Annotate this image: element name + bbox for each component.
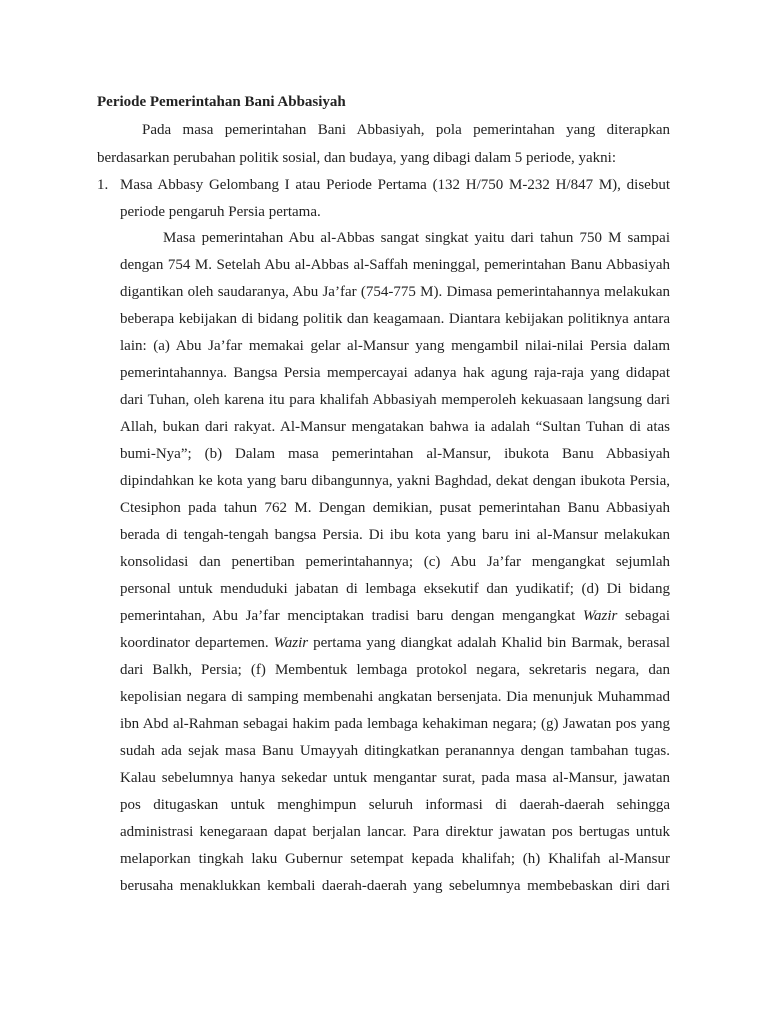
body-line-9: bumi-Nya”; (b) Dalam masa pemerintahan al-Mansur, ibukota Banu Abbasiyah: [120, 446, 670, 462]
intro-line-1: Pada masa pemerintahan Bani Abbasiyah, pola pemerintahan yang diterapkan: [142, 122, 670, 138]
body-line-8: Allah, bukan dari rakyat. Al-Mansur mengatakan bahwa ia adalah “Sultan Tuhan di atas: [120, 419, 670, 435]
body-line-11: Ctesiphon pada tahun 762 M. Dengan demikian, pusat pemerintahan Banu Abbasiyah: [120, 500, 670, 516]
body-line-5: lain: (a) Abu Ja’far memakai gelar al-Mansur yang mengambil nilai-nilai Persia dalam: [120, 338, 670, 354]
list-item-line-1: Masa Abbasy Gelombang I atau Periode Pertama (132 H/750 M-232 H/847 M), disebut: [120, 177, 670, 193]
body-line-3: digantikan oleh saudaranya, Abu Ja’far (754-775 M). Dimasa pemerintahannya melakukan: [120, 284, 670, 300]
body-line-21: Kalau sebelumnya hanya sekedar untuk mengantar surat, pada masa al-Mansur, jawatan: [120, 770, 670, 786]
body-line-16-text: koordinator departemen.: [120, 635, 274, 651]
body-line-13: konsolidasi dan penertiban pemerintahannya; (c) Abu Ja’far mengangkat sejumlah: [120, 554, 670, 570]
section-heading: Periode Pemerintahan Bani Abbasiyah: [97, 94, 346, 110]
body-line-16-tail: pertama yang diangkat adalah Khalid bin Barmak, berasal: [308, 635, 670, 651]
body-line-14: personal untuk menduduki jabatan di lembaga eksekutif dan yudikatif; (d) Di bidang: [120, 581, 670, 597]
body-line-19: ibn Abd al-Rahman sebagai hakim pada lembaga kehakiman negara; (g) Jawatan pos yang: [120, 716, 670, 732]
wazir-term-1: Wazir: [582, 608, 618, 624]
body-line-22: pos ditugaskan untuk menghimpun seluruh informasi di daerah-daerah sehingga: [120, 797, 670, 813]
body-line-2: dengan 754 M. Setelah Abu al-Abbas al-Saffah meninggal, pemerintahan Banu Abbasiyah: [120, 257, 670, 273]
list-number: 1.: [97, 177, 109, 193]
body-line-1: Masa pemerintahan Abu al-Abbas sangat singkat yaitu dari tahun 750 M sampai: [163, 230, 670, 246]
body-line-20: sudah ada sejak masa Banu Umayyah ditingkatkan peranannya dengan tambahan tugas.: [120, 743, 670, 759]
body-line-18: kepolisian negara di samping membenahi angkatan bersenjata. Dia menunjuk Muhammad: [120, 689, 670, 705]
body-line-25: berusaha menaklukkan kembali daerah-daerah yang sebelumnya membebaskan diri dari: [120, 878, 670, 894]
body-line-17: dari Balkh, Persia; (f) Membentuk lembaga protokol negara, sekretaris negara, dan: [120, 662, 670, 678]
body-line-15-tail: sebagai: [617, 608, 670, 624]
body-line-23: administrasi kenegaraan dapat berjalan lancar. Para direktur jawatan pos bertugas untuk: [120, 824, 670, 840]
body-line-4: beberapa kebijakan di bidang politik dan keagamaan. Diantara kebijakan politiknya antara: [120, 311, 670, 327]
body-line-7: dari Tuhan, oleh karena itu para khalifah Abbasiyah memperoleh kekuasaan langsung dari: [120, 392, 670, 408]
body-line-24: melaporkan tingkah laku Gubernur setempat kepada khalifah; (h) Khalifah al-Mansur: [120, 851, 670, 867]
body-line-6: pemerintahannya. Bangsa Persia mempercayai adanya hak agung raja-raja yang didapat: [120, 365, 670, 381]
body-line-15: [120, 607, 670, 625]
wazir-term-2: Wazir: [273, 635, 309, 651]
body-line-10: dipindahkan ke kota yang baru dibangunnya, yakni Baghdad, dekat dengan ibukota Persia,: [120, 473, 670, 489]
intro-line-2: berdasarkan perubahan politik sosial, dan budaya, yang dibagi dalam 5 periode, yakni:: [97, 150, 617, 166]
body-line-12: berada di tengah-tengah bangsa Persia. Di ibu kota yang baru ini al-Mansur melakukan: [120, 527, 670, 543]
body-line-15-text: pemerintahan, Abu Ja’far menciptakan tradisi baru dengan mengangkat: [120, 608, 583, 624]
body-line-16: [120, 634, 670, 652]
list-item-line-2: periode pengaruh Persia pertama.: [120, 204, 321, 220]
